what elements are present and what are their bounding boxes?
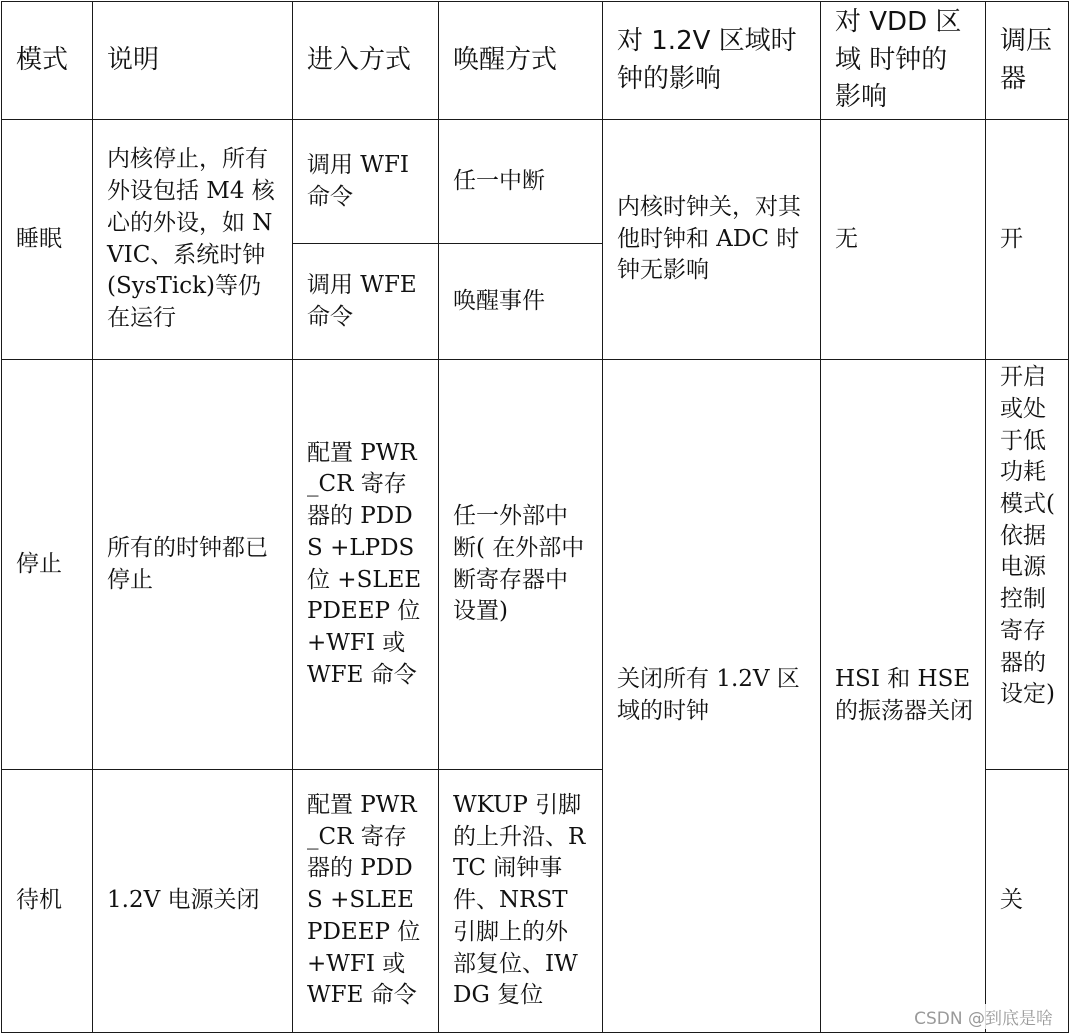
standby-wakeup-cell: WKUP 引脚的上升沿、RTC 闹钟事件、NRST 引脚上的外部复位、IWDG 复位 [439, 770, 603, 1033]
sleep-entry-wfe-cell: 调用 WFE 命令 [293, 244, 439, 360]
header-clock-vdd: 对 VDD 区域 时钟的影响 [821, 2, 986, 120]
stop-standby-clock-1v2-cell: 关闭所有 1.2V 区域的时钟 [603, 360, 821, 1033]
table-row-stop [2, 360, 1069, 770]
watermark: CSDN @到底是啥 [912, 1004, 1055, 1029]
sleep-wakeup-wfi-cell: 任一中断 [439, 120, 603, 244]
header-clock-1v2: 对 1.2V 区域时钟的影响 [603, 2, 821, 120]
header-regulator: 调压器 [986, 2, 1069, 120]
header-mode: 模式 [2, 2, 93, 120]
sleep-clock-vdd-cell: 无 [821, 120, 986, 360]
sleep-wakeup-wfe-cell: 唤醒事件 [439, 244, 603, 360]
stop-regulator-cell: 开启或处于低功耗模式( 依据电源控制寄存器的设定) [986, 360, 1069, 770]
standby-mode-cell: 待机 [2, 770, 93, 1033]
stop-description-cell: 所有的时钟都已停止 [93, 360, 293, 770]
sleep-mode-cell: 睡眠 [2, 120, 93, 360]
header-row [2, 2, 1069, 120]
stop-mode-cell: 停止 [2, 360, 93, 770]
header-description: 说明 [93, 2, 293, 120]
sleep-entry-wfi-cell: 调用 WFI 命令 [293, 120, 439, 244]
header-wakeup: 唤醒方式 [439, 2, 603, 120]
sleep-description-cell: 内核停止，所有外设包括 M4 核心的外设，如 NVIC、系统时钟(SysTick)等仍在运行 [93, 120, 293, 360]
header-entry: 进入方式 [293, 2, 439, 120]
stop-standby-clock-vdd-cell: HSI 和 HSE 的振荡器关闭 [821, 360, 986, 1033]
stop-entry-cell: 配置 PWR_CR 寄存器的 PDDS +LPDS 位 +SLEEPDEEP 位 +WFI 或 WFE 命令 [293, 360, 439, 770]
table-row-sleep-wfi [2, 120, 1069, 244]
standby-description-cell: 1.2V 电源关闭 [93, 770, 293, 1033]
power-modes-table [1, 1, 1069, 1033]
stop-wakeup-cell: 任一外部中断( 在外部中断寄存器中设置) [439, 360, 603, 770]
standby-entry-cell: 配置 PWR_CR 寄存器的 PDDS +SLEEPDEEP 位 +WFI 或 WFE 命令 [293, 770, 439, 1033]
sleep-regulator-cell: 开 [986, 120, 1069, 360]
sleep-clock-1v2-cell: 内核时钟关，对其他时钟和 ADC 时钟无影响 [603, 120, 821, 360]
standby-regulator-cell: 关 [986, 770, 1069, 1033]
